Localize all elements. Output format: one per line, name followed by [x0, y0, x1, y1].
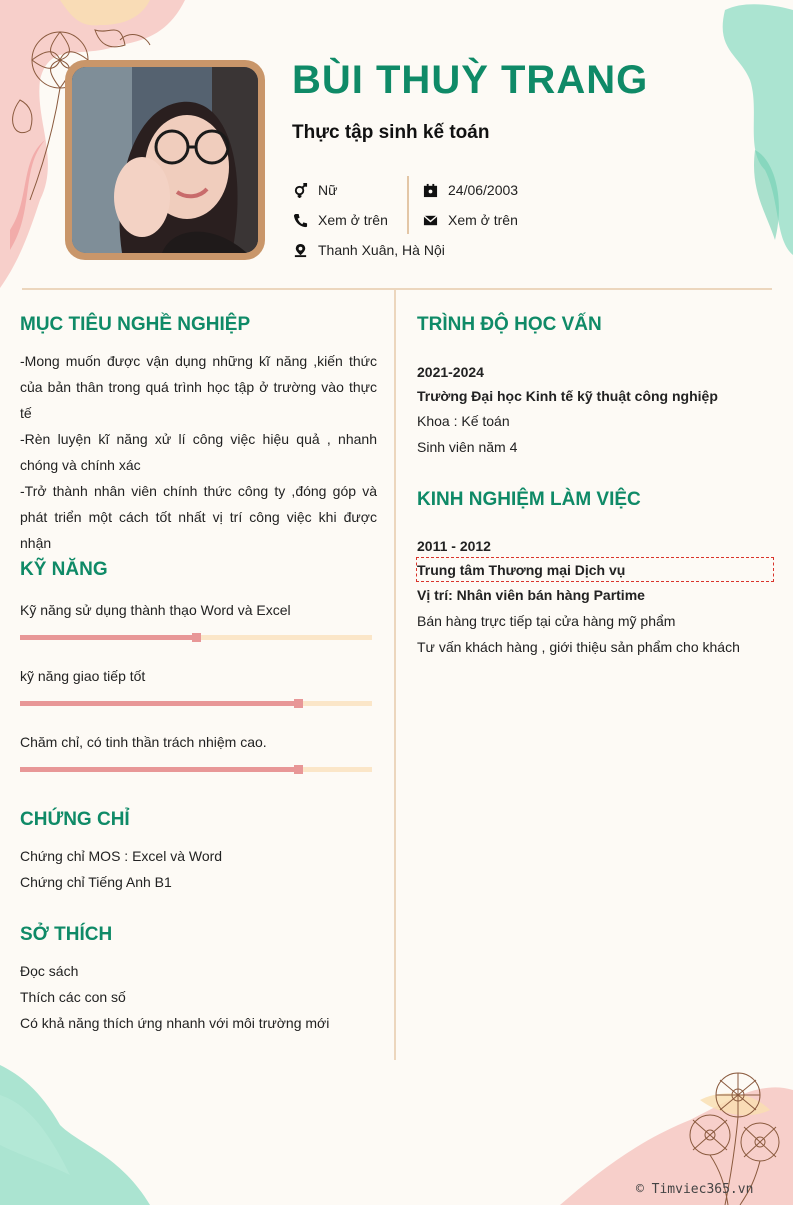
address-info	[292, 242, 445, 258]
skill-bar	[20, 635, 372, 640]
education-title: TRÌNH ĐỘ HỌC VẤN	[417, 314, 602, 335]
hobbies-title: SỞ THÍCH	[20, 924, 113, 945]
header-divider	[22, 288, 772, 290]
phone-value: Xem ở trên	[318, 212, 388, 228]
birthdate-info	[422, 182, 518, 198]
skill-bar-fill	[20, 767, 298, 772]
skill-bar	[20, 767, 372, 772]
watermark: © Timviec365.vn	[636, 1182, 754, 1197]
objective-line: -Trở thành nhân viên chính thức công ty ,đóng góp và phát triển một cách tốt nhất vị trí công việc khi được nhận	[20, 483, 377, 551]
experience-title: KINH NGHIỆM LÀM VIỆC	[417, 489, 641, 510]
objective-line: -Rèn luyện kĩ năng xử lí công việc hiệu quả , nhanh chóng và chính xác	[20, 431, 377, 473]
skill-label: Chăm chỉ, có tinh thần trách nhiệm cao.	[20, 734, 267, 750]
education-period: 2021-2024	[417, 364, 484, 380]
experience-position: Vị trí: Nhân viên bán hàng Partime	[417, 587, 645, 603]
certificate-item: Chứng chỉ MOS : Excel và Word	[20, 848, 223, 864]
email-value: Xem ở trên	[448, 212, 518, 228]
skill-bar	[20, 701, 372, 706]
location-icon	[292, 242, 308, 258]
skill-bar-fill	[20, 701, 298, 706]
skill-bar-fill	[20, 635, 196, 640]
certificate-item: Chứng chỉ Tiếng Anh B1	[20, 874, 172, 890]
email-info	[422, 212, 518, 228]
mail-icon	[422, 212, 438, 228]
candidate-name: BÙI THUỲ TRANG	[292, 58, 649, 102]
calendar-icon	[422, 182, 438, 198]
experience-duty: Tư vấn khách hàng , giới thiệu sản phẩm cho khách	[417, 639, 740, 655]
education-school: Trường Đại học Kinh tế kỹ thuật công nghiệp	[417, 388, 718, 404]
skill-bar-knob	[294, 765, 303, 774]
avatar-photo	[72, 67, 258, 253]
column-divider	[394, 290, 396, 1060]
experience-duty: Bán hàng trực tiếp tại cửa hàng mỹ phẩm	[417, 613, 676, 629]
objective-line: -Mong muốn được vận dụng những kĩ năng ,kiến thức của bản thân trong quá trình học tập ở trường vào thực tế	[20, 353, 377, 421]
gender-icon	[292, 182, 308, 198]
phone-icon	[292, 212, 308, 228]
birthdate-value: 24/06/2003	[448, 182, 519, 198]
objective-title: MỤC TIÊU NGHỀ NGHIỆP	[20, 314, 251, 335]
skills-title: KỸ NĂNG	[20, 559, 108, 580]
gender-info	[292, 182, 337, 198]
skill-bar-knob	[192, 633, 201, 642]
avatar-frame	[65, 60, 265, 260]
experience-period: 2011 - 2012	[417, 538, 491, 554]
skill-bar-knob	[294, 699, 303, 708]
education-faculty: Khoa : Kế toán	[417, 413, 510, 429]
education-year: Sinh viên năm 4	[417, 439, 518, 455]
skill-label: kỹ năng giao tiếp tốt	[20, 668, 146, 684]
job-title: Thực tập sinh kế toán	[292, 122, 490, 143]
watercolor-decoration-top-right	[705, 0, 793, 260]
gender-value: Nữ	[318, 182, 338, 198]
hobby-item: Thích các con số	[20, 989, 126, 1005]
phone-info	[292, 212, 388, 228]
header-vertical-divider	[407, 176, 409, 234]
avatar	[72, 67, 258, 253]
address-value: Thanh Xuân, Hà Nội	[318, 242, 445, 258]
hobby-item: Đọc sách	[20, 963, 79, 979]
watercolor-decoration-bottom-left	[0, 1065, 150, 1205]
hobby-item: Có khả năng thích ứng nhanh với môi trường mới	[20, 1015, 330, 1031]
experience-company: Trung tâm Thương mại Dịch vụ	[417, 562, 626, 578]
certificates-title: CHỨNG CHỈ	[20, 809, 130, 830]
objective-text	[20, 348, 377, 556]
skill-label: Kỹ năng sử dụng thành thạo Word và Excel	[20, 602, 291, 618]
